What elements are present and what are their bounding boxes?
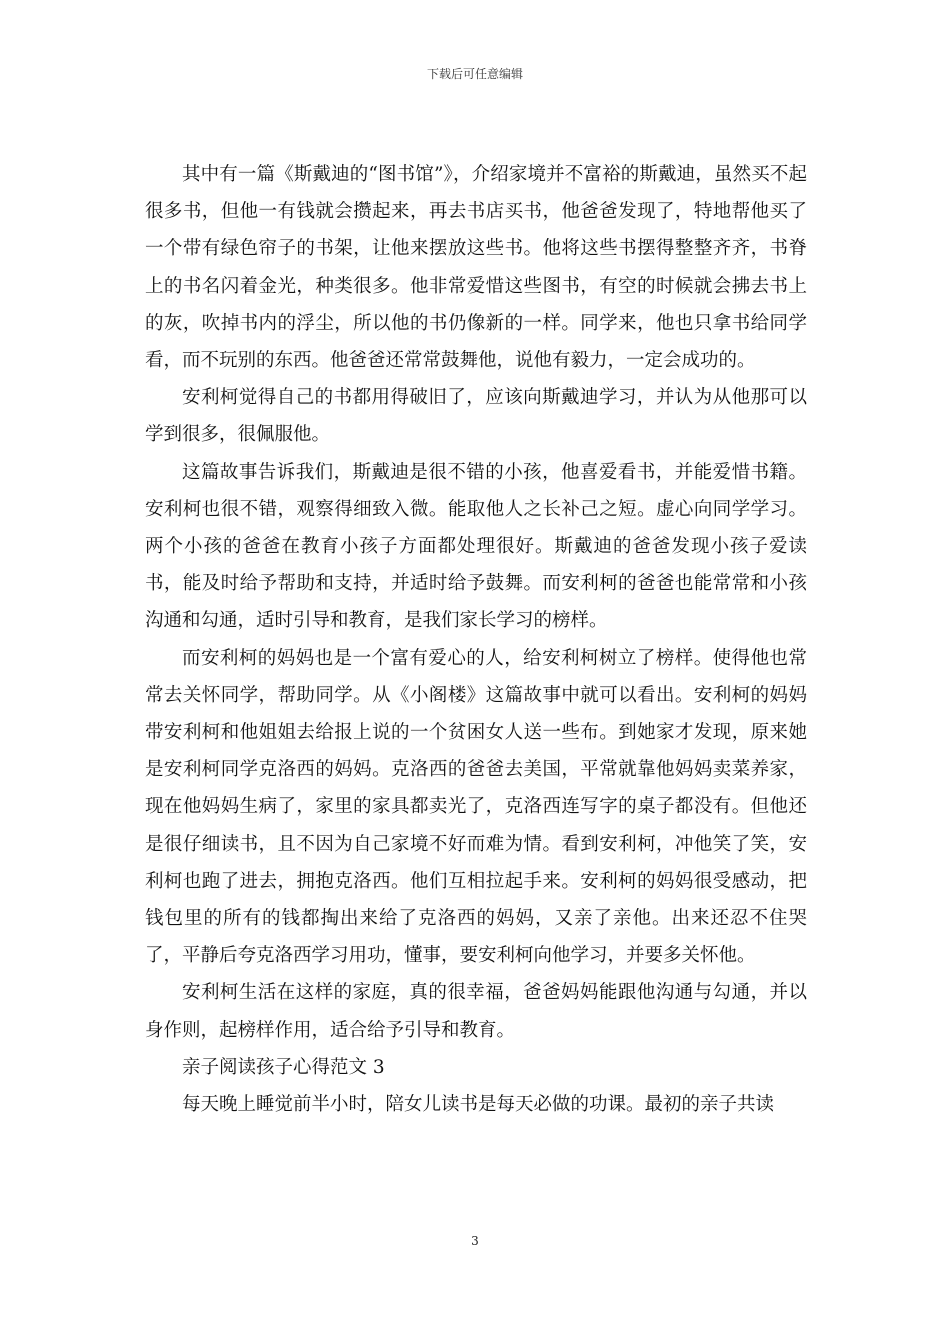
paragraph: 安利柯生活在这样的家庭，真的很幸福，爸爸妈妈能跟他沟通与勾通，并以身作则，起榜样作用，适合给予引导和教育。 <box>145 982 807 1041</box>
section-heading: 亲子阅读孩子心得范文 3 <box>182 1056 385 1078</box>
paragraph: 其中有一篇《斯戴迪的“图书馆”》，介绍家境并不富裕的斯戴迪，虽然买不起很多书，但他一有钱就会攒起来，再去书店买书，他爸爸发现了，特地帮他买了一个带有绿色帘子的书架，让他来摆放这些书。他将这些书摆得整整齐齐，书脊上的书名闪着金光，种类很多。他非常爱惜这些图书，有空的时候就会拂去书上的灰，吹掉书内的浮尘，所以他的书仍像新的一样。同学来，他也只拿书给同学看，而不玩别的东西。他爸爸还常常鼓舞他，说他有毅力，一定会成功的。 <box>145 164 807 372</box>
paragraph: 每天晚上睡觉前半小时，陪女儿读书是每天必做的功课。最初的亲子共读 <box>182 1094 775 1116</box>
page-number: 3 <box>471 1234 479 1248</box>
paragraph: 这篇故事告诉我们，斯戴迪是很不错的小孩，他喜爱看书，并能爱惜书籍。安利柯也很不错，观察得细致入微。能取他人之长补己之短。虚心向同学学习。两个小孩的爸爸在教育小孩子方面都处理很好。斯戴迪的爸爸发现小孩子爱读书，能及时给予帮助和支持，并适时给予鼓舞。而安利柯的爸爸也能常常和小孩沟通和勾通，适时引导和教育，是我们家长学习的榜样。 <box>145 461 807 632</box>
document-body <box>145 156 807 1123</box>
paragraph: 而安利柯的妈妈也是一个富有爱心的人，给安利柯树立了榜样。使得他也常常去关怀同学，帮助同学。从《小阁楼》这篇故事中就可以看出。安利柯的妈妈带安利柯和他姐姐去给报上说的一个贫困女人送一些布。到她家才发现，原来她是安利柯同学克洛西的妈妈。克洛西的爸爸去美国，平常就靠他妈妈卖菜养家，现在他妈妈生病了，家里的家具都卖光了，克洛西连写字的桌子都没有。但他还是很仔细读书，且不因为自己家境不好而难为情。看到安利柯，冲他笑了笑，安利柯也跑了进去，拥抱克洛西。他们互相拉起手来。安利柯的妈妈很受感动，把钱包里的所有的钱都掏出来给了克洛西的妈妈，又亲了亲他。出来还忍不住哭了，平静后夸克洛西学习用功，懂事，要安利柯向他学习，并要多关怀他。 <box>145 647 807 967</box>
page-header: 下载后可任意编辑 <box>426 67 523 81</box>
paragraph: 安利柯觉得自己的书都用得破旧了，应该向斯戴迪学习，并认为从他那可以学到很多，很佩服他。 <box>145 387 807 446</box>
